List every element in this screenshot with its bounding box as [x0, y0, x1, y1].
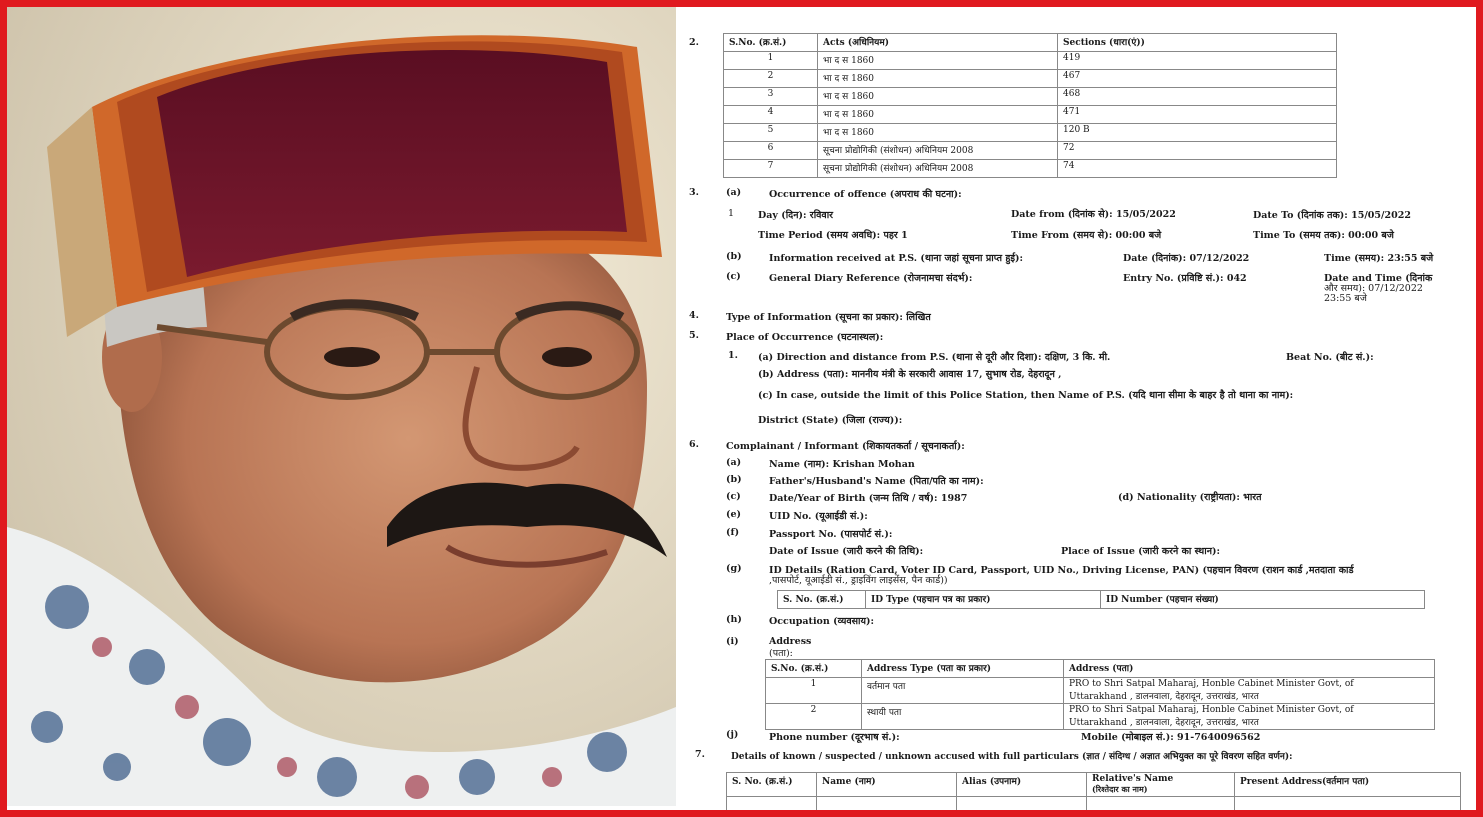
table-header-row [766, 660, 1435, 678]
info-time-field: Time (समय): 23:55 बजे [1324, 253, 1434, 264]
portrait-illustration [7, 7, 676, 806]
table-cell: 2 [724, 70, 818, 88]
item-mark: (b) [726, 474, 742, 485]
date-from-field: Date from (दिनांक से): 15/05/2022 [1011, 209, 1176, 220]
item-mark: (c) [726, 491, 741, 502]
table-row [724, 106, 1337, 124]
item-mark: (i) [726, 636, 739, 647]
table-cell: सूचना प्रोद्योगिकी (संशोधन) अधिनियम 2008 [818, 142, 1058, 160]
item-mark: (g) [726, 563, 742, 574]
table-cell: 1 [724, 52, 818, 70]
phone-number: Phone number (दूरभाष सं.): [769, 732, 900, 743]
table-cell: 2 [766, 704, 862, 730]
table-cell: 1 [766, 678, 862, 704]
address-line: Uttarakhand , डालनवाला, देहरादून, उत्तराखंड, भारत [1069, 718, 1259, 728]
complainant-name: Name (नाम): Krishan Mohan [769, 459, 915, 470]
type-of-information: Type of Information (सूचना का प्रकार): लिखित [726, 312, 931, 323]
table-row [766, 704, 1435, 730]
address-line: PRO to Shri Satpal Maharaj, Honble Cabinet Minister Govt, of [1069, 705, 1354, 715]
entry-no-field: Entry No. (प्रविष्टि सं.): 042 [1123, 273, 1247, 284]
header-cell: S.No. (क्र.सं.) [724, 34, 818, 52]
table-row [724, 160, 1337, 178]
table-cell: भा द स 1860 [818, 88, 1058, 106]
table-cell: भा द स 1860 [818, 124, 1058, 142]
place-index: 1. [728, 350, 738, 361]
table-cell: भा द स 1860 [818, 52, 1058, 70]
id-details-table [777, 590, 1425, 609]
table-cell: 4 [724, 106, 818, 124]
table-row [724, 124, 1337, 142]
direction-distance-field: (a) Direction and distance from P.S. (थाना से दूरी और दिशा): दक्षिण, 3 कि. मी. [758, 352, 1111, 363]
passport-no: Passport No. (पासपोर्ट सं.): [769, 529, 893, 540]
gd-date-time-line-2: और समय): 07/12/2022 [1324, 283, 1423, 294]
section-7-number: 7. [695, 749, 705, 760]
table-cell: भा द स 1860 [818, 70, 1058, 88]
table-cell [1064, 678, 1435, 704]
general-diary-label: General Diary Reference (रोजनामचा संदर्भ): [769, 273, 973, 284]
header-cell: S. No. (क्र.सं.) [727, 773, 817, 797]
address-label: Address [769, 636, 812, 647]
table-cell: 72 [1058, 142, 1337, 160]
address-line: Uttarakhand , डालनवाला, देहरादून, उत्तराखंड, भारत [1069, 692, 1259, 702]
item-mark: (j) [726, 729, 739, 740]
header-cell: ID Type (पहचान पत्र का प्रकार) [866, 591, 1101, 609]
item-mark: (a) [726, 457, 742, 468]
header-cell [1087, 773, 1235, 797]
mobile-number: Mobile (मोबाइल सं.): 91-7640096562 [1081, 732, 1261, 743]
birth-year: Date/Year of Birth (जन्म तिथि / वर्ष): 1987 [769, 493, 968, 504]
table-header-row [778, 591, 1425, 609]
portrait-photo [7, 7, 676, 806]
nationality: (d) Nationality (राष्ट्रीयता): भारत [1118, 492, 1262, 503]
item-mark: (f) [726, 527, 740, 538]
table-cell: 5 [724, 124, 818, 142]
item-mark: (h) [726, 614, 742, 625]
section-4-number: 4. [689, 310, 699, 321]
acts-sections-table [723, 33, 1337, 178]
time-period-field: Time Period (समय अवधि): पहर 1 [758, 230, 908, 241]
table-cell: 3 [724, 88, 818, 106]
place-of-issue: Place of Issue (जारी करने का स्थान): [1061, 546, 1220, 557]
header-cell: Name (नाम) [817, 773, 957, 797]
time-to-field: Time To (समय तक): 00:00 बजे [1253, 230, 1394, 241]
item-mark: (b) [726, 251, 742, 262]
date-of-issue: Date of Issue (जारी करने की तिथि): [769, 546, 924, 557]
table-cell: वर्तमान पता [862, 678, 1064, 704]
table-cell [1064, 704, 1435, 730]
table-cell: 467 [1058, 70, 1337, 88]
header-cell: Acts (अधिनियम) [818, 34, 1058, 52]
gd-date-time-line-1: Date and Time (दिनांक [1324, 273, 1433, 284]
table-cell: 7 [724, 160, 818, 178]
table-cell: 120 B [1058, 124, 1337, 142]
header-cell: Sections (धारा(एं)) [1058, 34, 1337, 52]
header-cell: Alias (उपनाम) [957, 773, 1087, 797]
table-cell: 6 [724, 142, 818, 160]
table-row [724, 52, 1337, 70]
table-row [766, 678, 1435, 704]
table-row [727, 797, 1461, 811]
id-details-line-2: ,पासपोर्ट, यूआईडी सं., ड्राइविंग लाइसेंस, पैन कार्ड)) [769, 575, 948, 586]
occurrence-index: 1 [728, 208, 735, 219]
relative-name-line: Relative's Name [1092, 774, 1174, 784]
table-cell: 74 [1058, 160, 1337, 178]
complainant-label: Complainant / Informant (शिकायतकर्ता / सूचनाकर्ता): [726, 441, 965, 452]
uid-no: UID No. (यूआईडी सं.): [769, 511, 868, 522]
table-cell: सूचना प्रोद्योगिकी (संशोधन) अधिनियम 2008 [818, 160, 1058, 178]
address-table [765, 659, 1435, 730]
item-mark: (c) [726, 271, 741, 282]
header-cell: Address Type (पता का प्रकार) [862, 660, 1064, 678]
gd-date-time-line-3: 23:55 बजे [1324, 293, 1367, 304]
table-cell: 471 [1058, 106, 1337, 124]
father-husband-name: Father's/Husband's Name (पिता/पति का नाम): [769, 476, 984, 487]
info-received-label: Information received at P.S. (थाना जहां सूचना प्राप्त हुई): [769, 253, 1024, 264]
header-cell: Present Address(वर्तमान पता) [1235, 773, 1461, 797]
occupation: Occupation (व्यवसाय): [769, 616, 875, 627]
id-details-line-1: ID Details (Ration Card, Voter ID Card, Passport, UID No., Driving License, PAN) (पहचान विवरण (राशन कार्ड ,मतदाता कार्ड [769, 565, 1354, 576]
table-row [724, 70, 1337, 88]
outside-limit-field: (c) In case, outside the limit of this Police Station, then Name of P.S. (यदि थाना सीमा के बाहर है तो थाना का नाम): [758, 390, 1294, 401]
table-header-row [724, 34, 1337, 52]
district-field: District (State) (जिला (राज्य)): [758, 415, 903, 426]
time-from-field: Time From (समय से): 00:00 बजे [1011, 230, 1162, 241]
table-cell: स्थायी पता [862, 704, 1064, 730]
occurrence-address-field: (b) Address (पता): माननीय मंत्री के सरकारी आवास 17, सुभाष रोड, देहरादून , [758, 369, 1062, 380]
table-cell: 468 [1058, 88, 1337, 106]
table-cell: भा द स 1860 [818, 106, 1058, 124]
section-3-number: 3. [689, 187, 699, 198]
info-date-field: Date (दिनांक): 07/12/2022 [1123, 253, 1250, 264]
item-mark: (a) [726, 187, 742, 198]
table-header-row [727, 773, 1461, 797]
address-label-hindi: (पता): [769, 648, 793, 659]
header-cell: ID Number (पहचान संख्या) [1101, 591, 1425, 609]
table-row [724, 142, 1337, 160]
occurrence-label: Occurrence of offence (अपराध की घटना): [769, 189, 962, 200]
address-line: PRO to Shri Satpal Maharaj, Honble Cabinet Minister Govt, of [1069, 679, 1354, 689]
section-2-number: 2. [689, 37, 699, 48]
section-6-number: 6. [689, 439, 699, 450]
item-mark: (e) [726, 509, 742, 520]
table-row [724, 88, 1337, 106]
accused-details-label: Details of known / suspected / unknown accused with full particulars (ज्ञात / संदिग्ध / अज्ञात अभियुक्त का पूरे विवरण सहित वर्णन): [731, 752, 1293, 762]
day-field: Day (दिन): रविवार [758, 210, 834, 221]
header-cell: Address (पता) [1064, 660, 1435, 678]
table-cell: 419 [1058, 52, 1337, 70]
header-cell: S.No. (क्र.सं.) [766, 660, 862, 678]
fir-document [676, 0, 1476, 810]
beat-no-field: Beat No. (बीट सं.): [1286, 352, 1374, 363]
relative-name-line: (रिश्तेदार का नाम) [1092, 784, 1148, 794]
place-of-occurrence-label: Place of Occurrence (घटनास्थल): [726, 332, 884, 343]
accused-table [726, 772, 1461, 810]
date-to-field: Date To (दिनांक तक): 15/05/2022 [1253, 210, 1411, 221]
section-5-number: 5. [689, 330, 699, 341]
header-cell: S. No. (क्र.सं.) [778, 591, 866, 609]
